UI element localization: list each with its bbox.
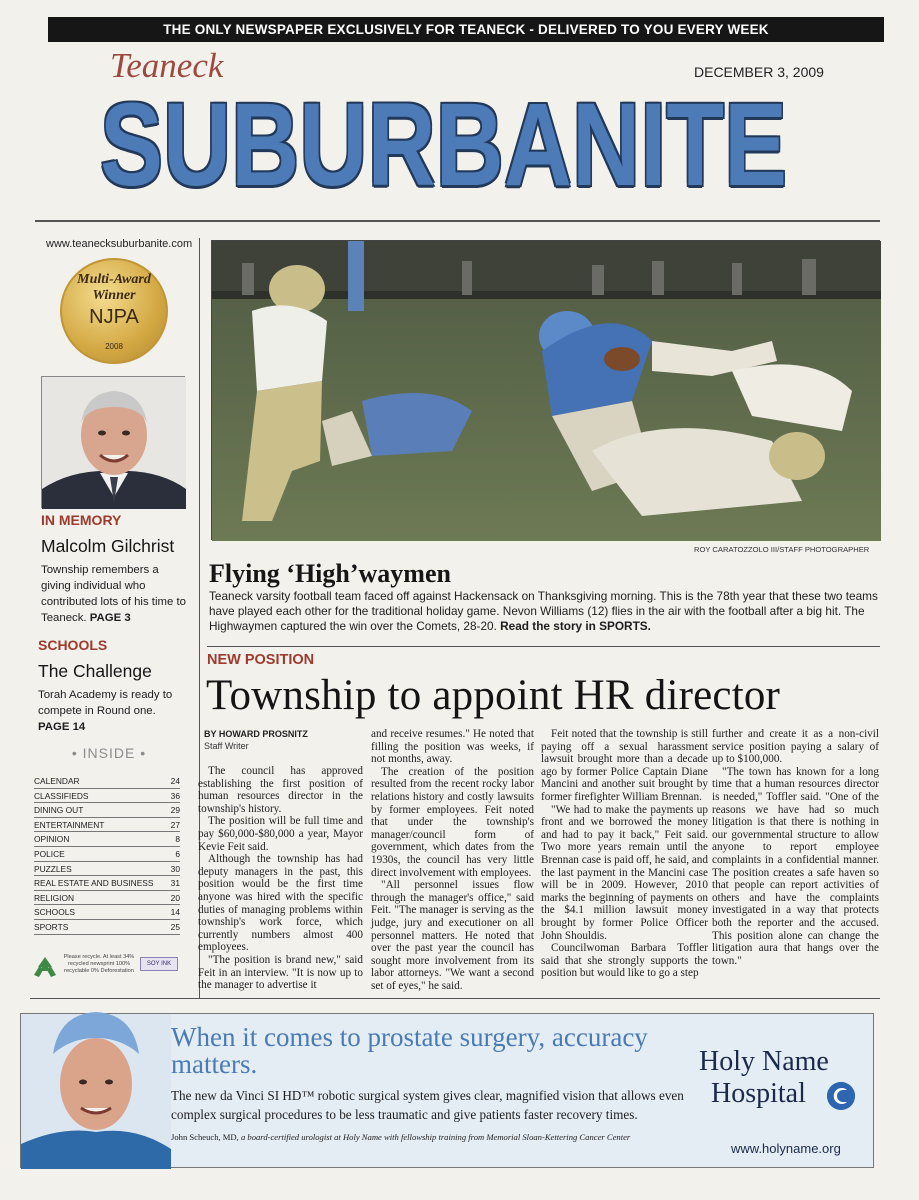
index-page: 14	[170, 907, 180, 918]
index-label: OPINION	[34, 834, 70, 845]
story-paragraph: "The position is brand new," said Feit in an interview. "It is now up to the manager to advertise it	[198, 953, 363, 992]
index-label: REAL ESTATE AND BUSINESS	[34, 878, 154, 889]
index-row[interactable]	[34, 832, 180, 847]
schools-page-ref[interactable]: PAGE 14	[38, 721, 86, 733]
index-row[interactable]	[34, 891, 180, 906]
story-column-4	[712, 728, 879, 967]
soy-ink-badge: SOY INK	[140, 957, 178, 971]
index-row[interactable]	[34, 818, 180, 833]
index-page: 24	[170, 776, 180, 786]
schools-teaser	[38, 687, 188, 735]
index-page: 8	[175, 834, 180, 845]
memory-kicker: IN MEMORY	[41, 512, 122, 528]
index-label: SPORTS	[34, 921, 69, 932]
story-column-2	[371, 728, 534, 992]
football-photo-illustration	[212, 241, 881, 541]
index-row[interactable]	[34, 774, 180, 789]
index-label: DINING OUT	[34, 805, 84, 816]
masthead-title: SUBURBANITE	[100, 79, 788, 211]
ad-rule	[30, 998, 880, 999]
index-row[interactable]	[34, 789, 180, 804]
photo-caption	[209, 589, 885, 634]
ad-surgeon-description: a board-certified urologist at Holy Name with fellowship training from Memorial Sloan-Kettering Cancer Center	[240, 1132, 631, 1142]
masthead-rule	[35, 220, 880, 222]
index-row[interactable]	[34, 876, 180, 891]
surgeon-photo	[21, 1014, 171, 1169]
award-seal-line2: NJPA	[89, 306, 139, 328]
schools-heading[interactable]: The Challenge	[38, 661, 152, 681]
index-row[interactable]	[34, 847, 180, 862]
hospital-logo-line1: Holy Name	[699, 1046, 829, 1077]
hospital-url-link[interactable]: www.holyname.org	[731, 1141, 841, 1156]
story-paragraph: The position will be full time and pay $60,000-$80,000 a year, Mayor Kevie Feit said.	[198, 815, 363, 853]
index-page: 31	[170, 878, 180, 889]
index-page: 27	[170, 819, 180, 830]
story-kicker: NEW POSITION	[207, 652, 315, 668]
story-column-3	[541, 728, 708, 980]
index-label: CALENDAR	[34, 776, 80, 786]
hospital-logo-icon	[827, 1082, 855, 1110]
story-paragraph: and receive resumes." He noted that filling the position was weeks, if not months, away.	[371, 728, 534, 766]
story-paragraph: The council has approved establishing the first position of human resources director in the township's history.	[198, 765, 363, 815]
story-author-role: Staff Writer	[204, 741, 249, 751]
ad-surgeon-credit	[171, 1132, 701, 1142]
story-paragraph: "We had to make the payments up front and we borrowed the money and had to pay it back," Feit said. Two more years remain until the Brennan case is paid off, he said, and the last payment in the Mancini case will be in 2009. However, 2010 marks the beginning of payments on the $4.1 million lawsuit money brought by former Police Officer John Shouldis.	[541, 803, 708, 942]
inside-index	[34, 774, 180, 935]
football-photo	[211, 240, 880, 540]
story-byline: BY HOWARD PROSNITZ	[204, 729, 308, 739]
index-page: 20	[170, 892, 180, 903]
ad-surgeon-name: John Scheuch, MD,	[171, 1132, 239, 1142]
index-label: ENTERTAINMENT	[34, 819, 105, 830]
index-page: 25	[170, 921, 180, 932]
recycle-note: Please recycle. At least 34% recycled newsprint 100% recyclable 0% Deforestation	[63, 954, 135, 974]
ad-body: The new da Vinci SI HD™ robotic surgical system gives clear, magnified vision that allows even complex surgical procedures to be less traumatic and give patients faster recovery times.	[171, 1088, 684, 1122]
story-paragraph: "The town has known for a long time that a human resources director is needed," Toffler said. "One of the reasons we have had so much litigation is that there is nothing in our governmental structure to allow anyone to report employee complaints in a confidential manner. The position creates a safe haven so that people can report activities of others and have the complaints investigated in a way that protects both the reporter and the accused. This position alone can change the litigation aura that hangs over the town."	[712, 765, 879, 967]
portrait-illustration	[42, 377, 186, 509]
index-page: 6	[175, 848, 180, 859]
hospital-logo-line2: Hospital	[711, 1078, 806, 1109]
index-page: 29	[170, 805, 180, 816]
story-paragraph: further and create it as a non-civil service position paying a salary of up to $100,000.	[712, 728, 879, 766]
index-row[interactable]	[34, 905, 180, 920]
index-row[interactable]	[34, 862, 180, 877]
issue-date: DECEMBER 3, 2009	[694, 64, 824, 80]
award-seal-year: 2008	[105, 342, 123, 351]
memory-teaser	[41, 562, 191, 626]
story-column-1	[198, 765, 363, 992]
ad-headline: When it comes to prostate surgery, accuracy matters.	[171, 1022, 648, 1079]
memory-page-ref[interactable]: PAGE 3	[89, 612, 131, 624]
index-label: POLICE	[34, 848, 65, 859]
index-row[interactable]	[34, 803, 180, 818]
caption-rule	[207, 646, 880, 647]
masthead-town: Teaneck	[110, 46, 224, 85]
site-url-link[interactable]: www.teanecksuburbanite.com	[46, 238, 193, 250]
story-paragraph: Feit noted that the township is still paying off a sexual harassment lawsuit brought more than a decade ago by former Police Captain Diane Mancini and another suit brought by former firefighter William Brennan.	[541, 728, 708, 803]
index-page: 36	[170, 790, 180, 801]
story-paragraph: Although the township has had deputy managers in the past, this position would be the first time anyone was hired with the specific duties of managing problems within township's work force, which currently numbers almost 400 employees.	[198, 853, 363, 954]
index-label: CLASSIFIEDS	[34, 790, 89, 801]
story-paragraph: The creation of the position resulted from the recent rocky labor relations history and costly lawsuits by former employees. Feit noted that under the township's manager/council form of government, which dates from the 1930s, the council has very little direct involvement with employees.	[371, 765, 534, 879]
memory-teaser-text: Township remembers a giving individual who contributed lots of his time to Teaneck.	[41, 564, 186, 624]
recycle-icon	[30, 955, 60, 979]
hospital-advertisement[interactable]	[20, 1013, 874, 1168]
index-label: PUZZLES	[34, 863, 72, 874]
index-page: 30	[170, 863, 180, 874]
index-row[interactable]	[34, 920, 180, 935]
photo-caption-headline: Flying ‘High’waymen	[209, 559, 451, 588]
story-paragraph: Councilwoman Barbara Toffler said that she strongly supports the position but would like to go a step	[541, 942, 708, 980]
index-label: SCHOOLS	[34, 907, 75, 918]
story-headline[interactable]: Township to appoint HR director	[206, 672, 781, 719]
award-seal-line1: Multi-Award Winner	[77, 272, 151, 303]
index-label: RELIGION	[34, 892, 75, 903]
memorial-portrait-photo	[41, 376, 185, 508]
photo-credit: ROY CARATOZZOLO III/STAFF PHOTOGRAPHER	[694, 545, 870, 554]
photo-caption-text: Teaneck varsity football team faced off against Hackensack on Thanksgiving morning. This is the 78th year that these two teams have played each other for the traditional holiday game. Nevon Williams (12) flies in the air with the football after a big hit. The Highwaymen captured the win over the Comets, 28-20.	[209, 589, 878, 633]
photo-caption-more[interactable]: Read the story in SPORTS.	[500, 619, 651, 633]
story-paragraph: "All personnel issues flow through the manager's office," said Feit. "The manager is serving as the judge, jury and executioner on all personnel matters. He noted that over the past year the council has sought more involvement from its labor attorneys. "We want a second set of eyes," he said.	[371, 879, 534, 992]
inside-heading: • INSIDE •	[71, 745, 147, 761]
award-seal	[60, 258, 168, 364]
masthead-tagline-bar: THE ONLY NEWSPAPER EXCLUSIVELY FOR TEANECK - DELIVERED TO YOU EVERY WEEK	[48, 17, 884, 42]
schools-teaser-text: Torah Academy is ready to compete in Round one.	[38, 689, 173, 717]
memory-heading[interactable]: Malcolm Gilchrist	[41, 536, 175, 556]
schools-kicker: SCHOOLS	[38, 637, 108, 653]
